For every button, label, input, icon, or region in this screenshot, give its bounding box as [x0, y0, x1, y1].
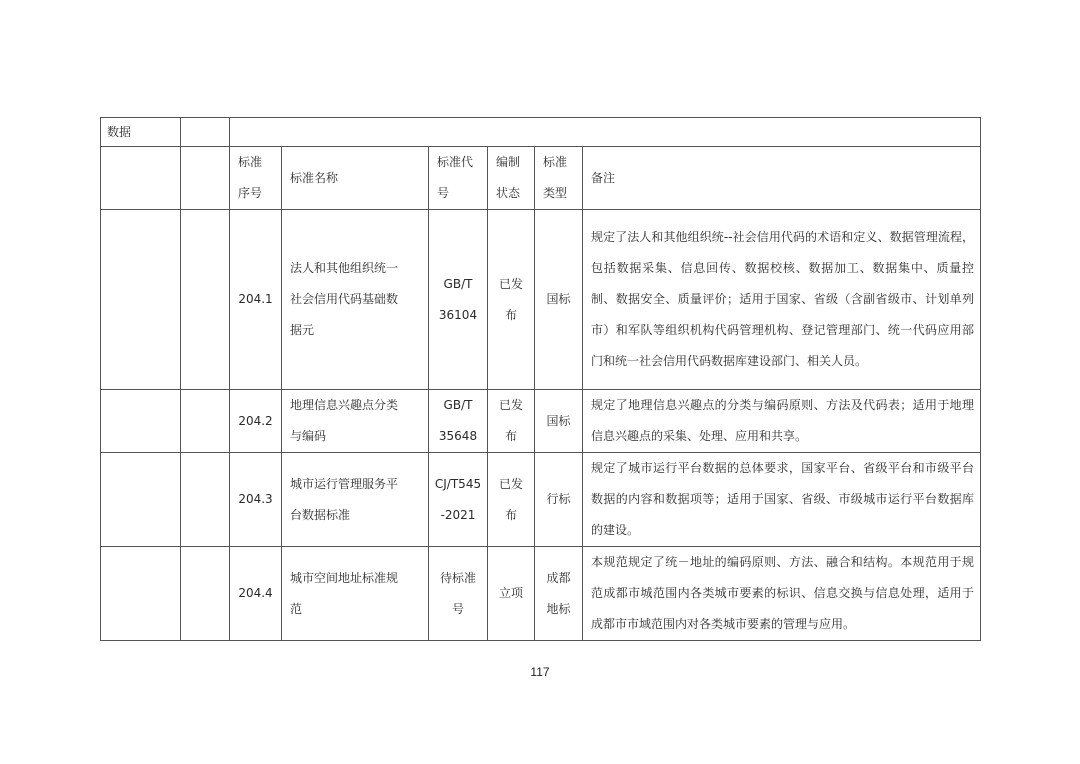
row-seq: 204.4: [230, 547, 282, 641]
row-status: 已发 布: [488, 453, 535, 547]
standards-table: [100, 117, 981, 641]
blank-cell: [181, 147, 230, 210]
blank-cell: [230, 118, 981, 147]
header-note: 备注: [583, 147, 981, 210]
table-row: [101, 210, 981, 390]
blank-cell: [181, 453, 230, 547]
blank-cell: [181, 390, 230, 453]
row-type: 行标: [535, 453, 583, 547]
row-seq: 204.2: [230, 390, 282, 453]
row-seq: 204.1: [230, 210, 282, 390]
page-number: 117: [530, 665, 550, 679]
row-note: 规定了城市运行平台数据的总体要求，国家平台、省级平台和市级平台数据的内容和数据项等；适用于国家、省级、市级城市运行平台数据库的建设。: [583, 453, 981, 547]
table-row: [101, 453, 981, 547]
row-type: 成都 地标: [535, 547, 583, 641]
blank-cell: [101, 147, 181, 210]
blank-cell: [101, 453, 181, 547]
row-code: 待标准 号: [429, 547, 488, 641]
row-note: 规定了地理信息兴趣点的分类与编码原则、方法及代码表；适用于地理信息兴趣点的采集、处理、应用和共享。: [583, 390, 981, 453]
row-note: 本规范规定了统－地址的编码原则、方法、融合和结构。本规范用于规范成都市城范围内各类城市要素的标识、信息交换与信息处理，适用于成都市市域范围内对各类城市要素的管理与应用。: [583, 547, 981, 641]
blank-cell: [101, 390, 181, 453]
blank-cell: [181, 118, 230, 147]
blank-cell: [181, 210, 230, 390]
table-row: [101, 547, 981, 641]
row-type: 国标: [535, 210, 583, 390]
row-status: 已发 布: [488, 390, 535, 453]
row-note: 规定了法人和其他组织统--社会信用代码的术语和定义、数据管理流程，包括数据采集、信息回传、数据校核、数据加工、数据集中、质量控制、数据安全、质量评价；适用于国家、省级（含副省级市、计划单列市）和军队等组织机构代码管理机构、登记管理部门、统一代码应用部门和统一社会信用代码数据库建设部门、相关人员。: [583, 210, 981, 390]
row-seq: 204.3: [230, 453, 282, 547]
table-row: [101, 390, 981, 453]
row-name: 城市运行管理服务平 台数据标准: [282, 453, 429, 547]
row-type: 国标: [535, 390, 583, 453]
row-name: 地理信息兴趣点分类 与编码: [282, 390, 429, 453]
blank-cell: [101, 210, 181, 390]
row-code: GB/T 36104: [429, 210, 488, 390]
section-row: [101, 118, 981, 147]
row-name: 法人和其他组织统一 社会信用代码基础数 据元: [282, 210, 429, 390]
row-code: CJ/T545 -2021: [429, 453, 488, 547]
header-status: 编制 状态: [488, 147, 535, 210]
row-status: 立项: [488, 547, 535, 641]
header-row: [101, 147, 981, 210]
header-name: 标准名称: [282, 147, 429, 210]
blank-cell: [101, 547, 181, 641]
blank-cell: [181, 547, 230, 641]
header-code: 标准代 号: [429, 147, 488, 210]
header-seq: 标准 序号: [230, 147, 282, 210]
row-name: 城市空间地址标准规 范: [282, 547, 429, 641]
section-label: 数据: [101, 118, 181, 147]
header-type: 标准 类型: [535, 147, 583, 210]
row-status: 已发 布: [488, 210, 535, 390]
row-code: GB/T 35648: [429, 390, 488, 453]
